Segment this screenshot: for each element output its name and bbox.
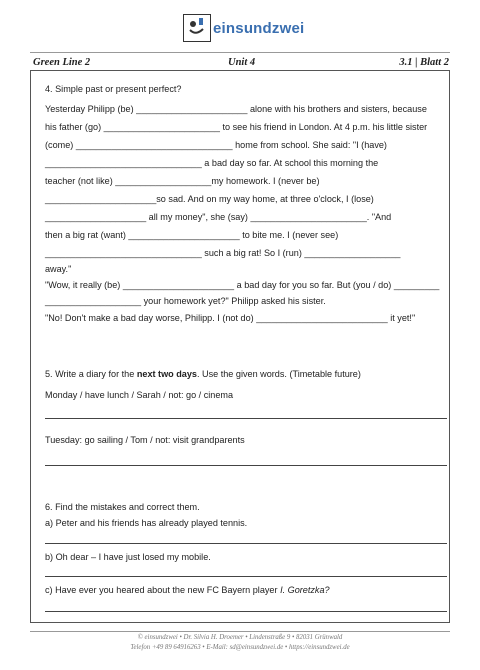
ex5-title: 5. Write a diary for the next two days. Use the given words. (Timetable future) bbox=[45, 369, 361, 379]
footer-contact: Telefon +49 89 64916263 • E-Mail: sd@einsundzwei.de • https://einsundzwei.de bbox=[130, 644, 350, 651]
ex4-line: ______________________so sad. And on my way home, at three o'clock, I (lose) bbox=[45, 194, 374, 204]
ex4-line: teacher (not like) ___________________my homework. I (never be) bbox=[45, 176, 320, 186]
ex4-line: his father (go) _______________________ to see his friend in London. At 4 p.m. his little sister bbox=[45, 122, 428, 132]
ex5-item-monday: Monday / have lunch / Sarah / not: go / cinema bbox=[45, 390, 234, 400]
ex6-item-c: c) Have ever you heared about the new FC Bayern player I. Goretzka? bbox=[45, 585, 330, 595]
logo-face-icon bbox=[183, 14, 211, 42]
ex6-item-b: b) Oh dear – I have just losed my mobile. bbox=[45, 552, 211, 562]
footer-divider bbox=[30, 631, 450, 632]
header-book: Green Line 2 bbox=[33, 57, 91, 68]
header-divider bbox=[30, 52, 450, 53]
ex5-item-tuesday: Tuesday: go sailing / Tom / not: visit grandparents bbox=[45, 435, 245, 445]
answer-line[interactable] bbox=[45, 611, 447, 612]
answer-line[interactable] bbox=[45, 465, 447, 466]
ex4-line: (come) _______________________________ home from school. She said: "I (have) bbox=[45, 140, 387, 150]
header-sheet: 3.1 | Blatt 2 bbox=[399, 57, 449, 68]
ex6-item-a: a) Peter and his friends has already played tennis. bbox=[45, 518, 248, 528]
ex4-line: "Wow, it really (be) ______________________ a bad day for you so far. But (you / do) _________ bbox=[45, 280, 440, 290]
ex4-line: "No! Don't make a bad day worse, Philipp. I (not do) __________________________ it yet!" bbox=[45, 313, 416, 323]
worksheet-frame bbox=[30, 70, 450, 623]
ex6-title: 6. Find the mistakes and correct them. bbox=[45, 502, 200, 512]
header-unit: Unit 4 bbox=[228, 57, 256, 68]
ex4-line: _______________________________ such a big rat! So I (run) ___________________ bbox=[45, 248, 401, 258]
ex4-line: Yesterday Philipp (be) ______________________ alone with his brothers and sisters, because bbox=[45, 104, 427, 114]
footer-address: © einsundzwei • Dr. Silvia H. Droemer • Lindenstraße 9 • 82031 Grünwald bbox=[137, 634, 343, 641]
ex4-line: then a big rat (want) ______________________ to bite me. I (never see) bbox=[45, 230, 339, 240]
logo bbox=[183, 12, 304, 44]
answer-line[interactable] bbox=[45, 576, 447, 577]
ex4-title: 4. Simple past or present perfect? bbox=[45, 84, 182, 94]
ex4-line: ___________________ your homework yet?" Philipp asked his sister. bbox=[45, 296, 326, 306]
answer-line[interactable] bbox=[45, 543, 447, 544]
answer-line[interactable] bbox=[45, 418, 447, 419]
ex4-line: away." bbox=[45, 264, 72, 274]
ex4-line: ____________________ all my money", she (say) _______________________. "And bbox=[45, 212, 392, 222]
logo-text: einsundzwei bbox=[213, 19, 305, 37]
ex4-line: _______________________________ a bad day so far. At school this morning the bbox=[45, 158, 379, 168]
